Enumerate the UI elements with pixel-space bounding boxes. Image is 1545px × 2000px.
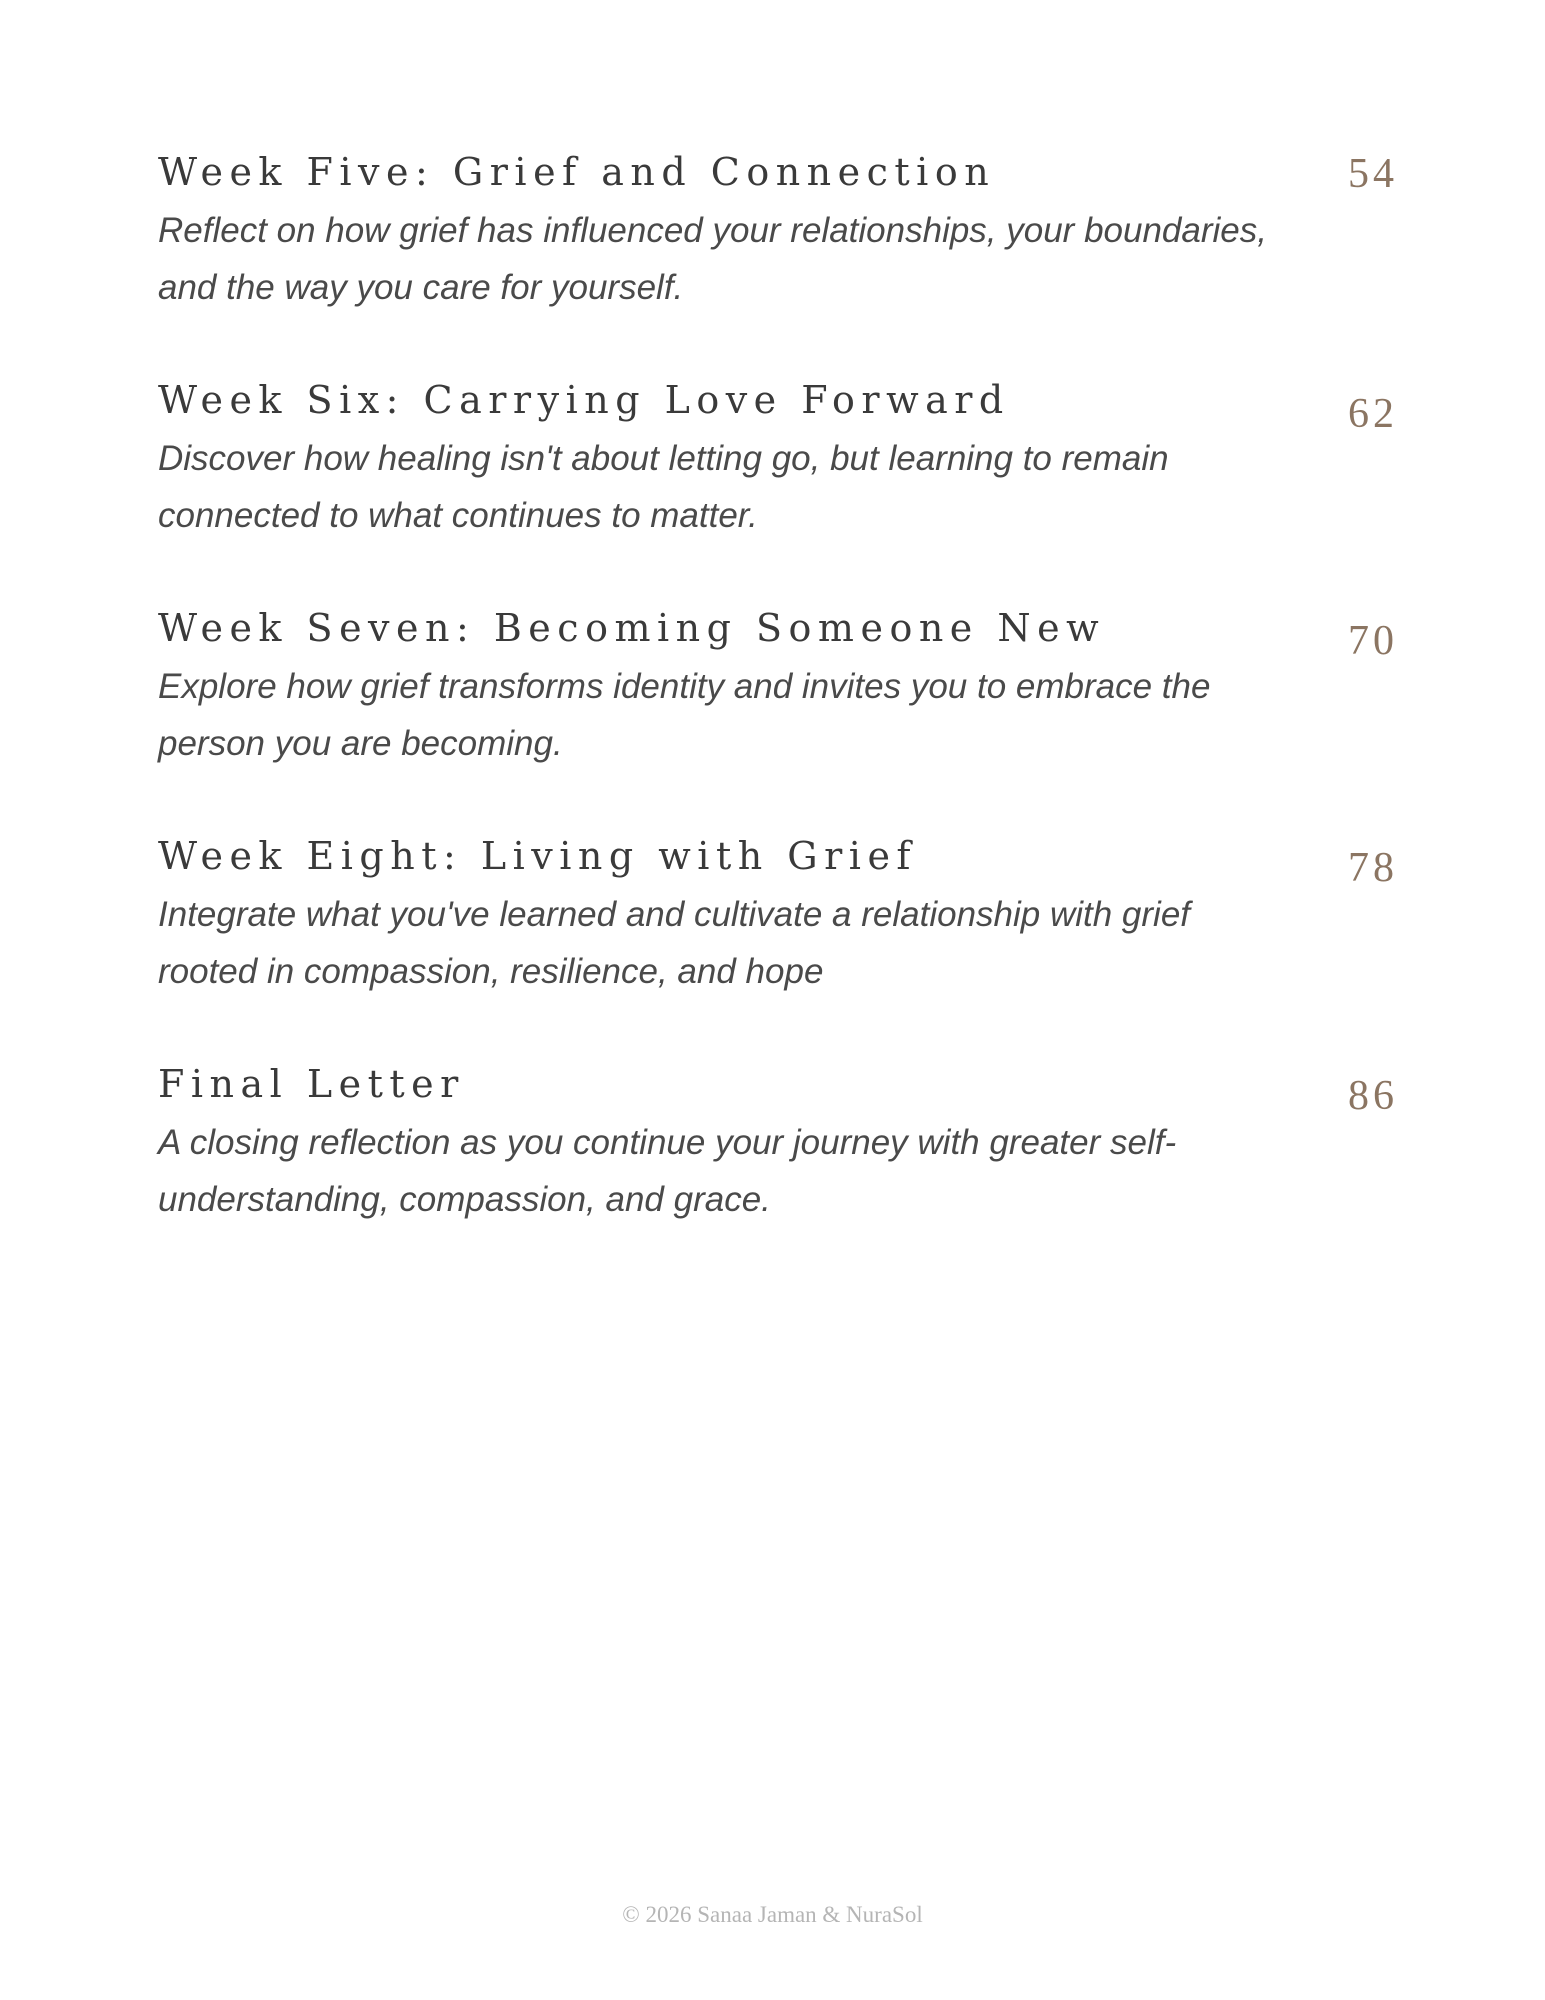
toc-entry-page-number: 62 [1348,391,1398,437]
toc-entry-description: A closing reflection as you continue your journey with greater self-understanding, compassion, and grace. [158,1123,1177,1219]
copyright-footer: © 2026 Sanaa Jaman & NuraSol [622,1902,923,1927]
toc-entry-page-number: 70 [1348,618,1398,664]
toc-entry-page-number: 54 [1348,151,1398,197]
toc-entry-title: Final Letter [158,1062,465,1106]
toc-entry-description: Explore how grief transforms identity and invites you to embrace the person you are becoming. [158,667,1211,763]
toc-entry-title: Week Seven: Becoming Someone New [158,606,1106,650]
toc-entry-title: Week Five: Grief and Connection [158,150,996,194]
toc-entry-title: Week Eight: Living with Grief [158,834,918,878]
toc-entry-description: Integrate what you've learned and cultivate a relationship with grief rooted in compassion, resilience, and hope [158,895,1191,991]
toc-entry-description: Reflect on how grief has influenced your relationships, your boundaries, and the way you care for yourself. [158,211,1267,307]
toc-entry-title: Week Six: Carrying Love Forward [158,378,1010,422]
toc-entry-page-number: 86 [1348,1073,1398,1119]
toc-entry-page-number: 78 [1348,845,1398,891]
toc-entry-description: Discover how healing isn't about letting go, but learning to remain connected to what continues to matter. [158,439,1169,535]
